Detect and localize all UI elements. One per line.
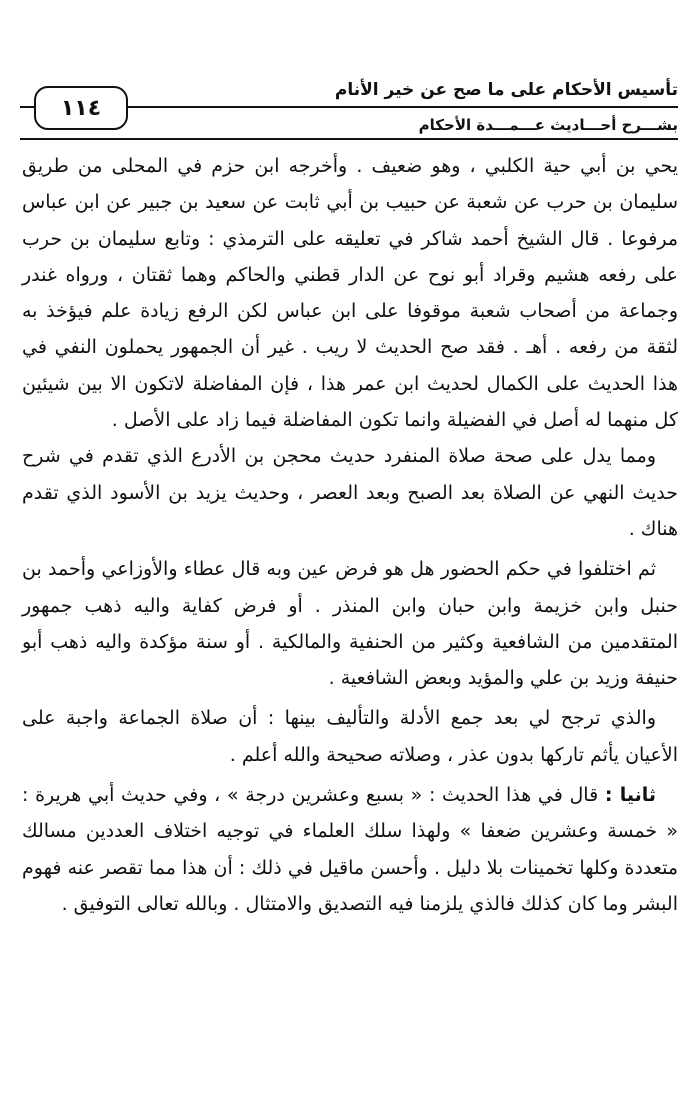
paragraph-text: ومما يدل على صحة صلاة المنفرد حديث محجن بن الأدرع الذي تقدم في شرح حديث النهي عن الصلاة بعد الصبح وبعد العصر ، وحديث يزيد بن الأسود الذي تقدم هناك . xyxy=(22,445,678,540)
paragraph-5 xyxy=(22,777,678,922)
body-text xyxy=(22,148,678,922)
paragraph-lead: ثانيا : xyxy=(604,784,657,807)
header-rule-bottom xyxy=(20,138,678,140)
paragraph-1 xyxy=(22,148,678,438)
paragraph-text: والذي ترجح لي بعد جمع الأدلة والتأليف بينها : أن صلاة الجماعة واجبة على الأعيان يأثم تاركها بدون عذر ، وصلاته صحيحة والله أعلم . xyxy=(22,707,678,766)
paragraph-2 xyxy=(22,438,678,547)
paragraph-3 xyxy=(22,551,678,696)
paragraph-text: يحي بن أبي حية الكلبي ، وهو ضعيف . وأخرجه ابن حزم في المحلى من طريق سليمان بن حرب عن شعبة عن حبيب بن أبي ثابت عن سعيد بن جبير عن ابن عباس مرفوعا . قال الشيخ أحمد شاكر في تعليقه على الترمذي : وتابع سليمان بن حرب على رفعه هشيم وقراد أبو نوح عن الدار قطني والحاكم وهما ثقتان ، ورواه غندر وجماعة من أصحاب شعبة موقوفا على ابن عباس لكن الرفع زيادة علم فيؤخذ به لثقة من رفعه . أهـ . فقد صح الحديث لا ريب . غير أن الجمهور يحملون النفي في هذا الحديث على الكمال لحديث ابن عمر هذا ، فإن المفاضلة لاتكون الا بين شيئين كل منهما له أصل في الفضيلة وانما تكون المفاضلة فيما زاد على الأصل . xyxy=(22,155,678,432)
page-number: ١١٤ xyxy=(34,86,128,130)
header-rule-left xyxy=(20,106,34,108)
book-subtitle: بشـــرح أحـــاديث عـــمـــدة الأحكام xyxy=(418,116,678,134)
paragraph-text: ثم اختلفوا في حكم الحضور هل هو فرض عين وبه قال عطاء والأوزاعي وأحمد بن حنبل وابن خزيمة وابن حبان وابن المنذر . أو فرض كفاية واليه ذهب جمهور المتقدمين من الشافعية وكثير من الحنفية والمالكية . أو سنة مؤكدة واليه ذهب أبو حنيفة وزيد بن علي والمؤيد وبعض الشافعية . xyxy=(22,558,678,690)
book-title: تأسيس الأحكام على ما صح عن خير الأنام xyxy=(334,80,678,100)
header-rule-top xyxy=(128,106,678,108)
running-header xyxy=(20,72,678,140)
paragraph-4 xyxy=(22,700,678,773)
paragraph-text: قال في هذا الحديث : « بسبع وعشرين درجة » ، وفي حديث أبي هريرة : « خمسة وعشرين ضعفا » ولهذا سلك العلماء في توجيه اختلاف العددين مسالك متعددة وكلها تخمينات بلا دليل . وأحسن ماقيل في ذلك : أن هذا مما تقصر عنه فهوم البشر وما كان كذلك فالذي يلزمنا فيه التصديق والامتثال . وبالله تعالى التوفيق . xyxy=(22,784,678,915)
